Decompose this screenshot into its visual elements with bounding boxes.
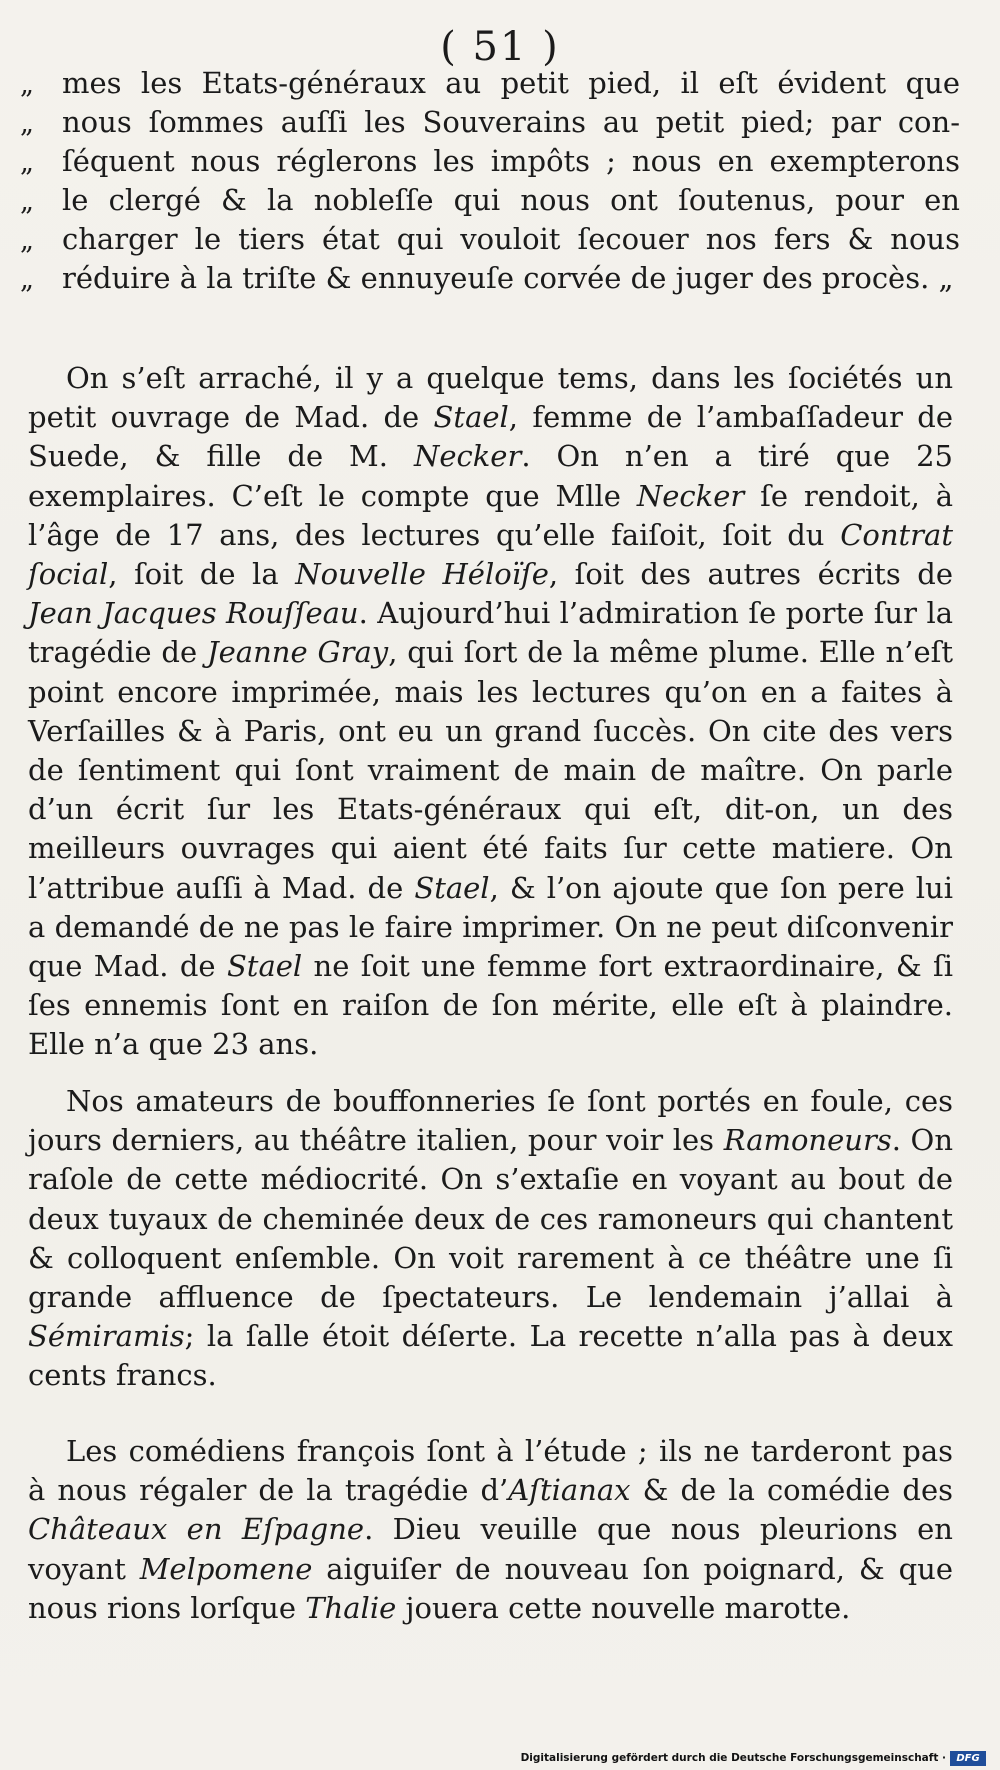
italic-text: Ramoneurs xyxy=(723,1123,892,1158)
italic-text: Aſtianax xyxy=(508,1473,631,1508)
quote-line-text: le clergé & la nobleſſe qui nous ont ſoutenus, pour en xyxy=(62,183,960,217)
text-run: . On n’en a tiré que 25 exemplaires. C’eſt le compte que Mlle xyxy=(28,439,954,513)
dfg-logo-icon: DFG xyxy=(950,1751,986,1766)
quote-mark: „ xyxy=(20,69,34,100)
italic-text: Necker xyxy=(413,439,522,474)
text-run: On s’eſt arraché, il y a quelque tems, dans les ſociétés un petit ouvrage de Mad. de xyxy=(28,361,953,435)
text-run: ; la ſalle étoit déſerte. La recette n’alla pas à deux cents francs. xyxy=(28,1319,953,1393)
quote-line xyxy=(20,103,960,142)
text-run: ne ſoit une femme fort extraordinaire, & ſi ſes ennemis ſont en raiſon de ſon mérite, elle eſt à plaindre. Elle n’a que 23 ans. xyxy=(28,949,953,1062)
italic-text: Nouvelle Héloïſe xyxy=(295,557,549,592)
text-run: . Aujourd’hui l’admiration ſe porte ſur la tragédie de xyxy=(28,596,954,670)
quote-mark: „ xyxy=(20,147,34,178)
italic-text: Jeanne Gray xyxy=(207,635,389,670)
italic-text: Contrat ſocial xyxy=(28,517,953,592)
quoted-passage xyxy=(20,64,960,298)
quote-line xyxy=(20,259,960,298)
italic-text: Châteaux en Eſpagne xyxy=(28,1512,365,1547)
text-run: jouera cette nouvelle marotte. xyxy=(396,1590,851,1625)
text-run: & de la comédie des xyxy=(630,1473,953,1508)
paragraph-ramoneurs xyxy=(28,1082,953,1396)
quote-line xyxy=(20,142,960,181)
text-run: Les comédiens françois ſont à l’étude ; ils ne tarderont pas à nous régaler de la tragédie d’ xyxy=(28,1434,953,1508)
text-run: , femme de l’ambaſſadeur de Suede, & fille de M. xyxy=(28,400,953,474)
paragraph-stael xyxy=(28,359,953,1065)
text-run: Nos amateurs de bouffonneries ſe ſont portés en foule, ces jours derniers, au théâtre italien, pour voir les xyxy=(28,1084,953,1158)
text-run: , ſoit des autres écrits de xyxy=(548,557,953,592)
digitization-credit: Digitalisierung gefördert durch die Deutsche Forschungsgemeinschaft · xyxy=(520,1752,946,1764)
text-run: , qui ſort de la même plume. Elle n’eſt point encore imprimée, mais les lectures qu’on en a faites à Verſailles & à Paris, ont eu un grand ſuccès. On cite des vers de ſentiment qui ſont vraiment de main de maître. On parle d’un écrit ſur les Etats-généraux qui eſt, dit-on, un des meilleurs ouvrages qui aient été faits ſur cette matiere. On l’attribue auſſi à Mad. de xyxy=(28,635,954,905)
text-run: ſe rendoit, à l’âge de 17 ans, des lectures qu’elle faiſoit, ſoit du xyxy=(28,478,953,552)
quote-line-text: charger le tiers état qui vouloit ſecouer nos fers & nous xyxy=(62,222,960,256)
italic-text: Stael xyxy=(226,949,303,984)
page-number: ( 51 ) xyxy=(440,24,560,70)
text-run: aiguiſer de nouveau ſon poignard, & que nous rions lorſque xyxy=(28,1551,953,1625)
quote-mark: „ xyxy=(20,108,34,139)
paragraph-comediens xyxy=(28,1432,953,1628)
text-run: , ſoit de la xyxy=(108,557,296,592)
italic-text: Necker xyxy=(636,478,745,513)
text-run: . On raſole de cette médiocrité. On s’extaſie en voyant au bout de deux tuyaux de cheminée deux de ces ramoneurs qui chantent & colloquent enſemble. On voit rarement à ce théâtre une ſi grande affluence de ſpectateurs. Le lendemain j’allai à xyxy=(28,1123,954,1315)
quote-mark: „ xyxy=(20,225,34,256)
italic-text: Stael xyxy=(414,870,490,905)
quote-line xyxy=(20,64,960,103)
text-run: , & l’on ajoute que ſon pere lui a demandé de ne pas le faire imprimer. On ne peut diſconvenir que Mad. de xyxy=(28,870,953,984)
quote-mark: „ xyxy=(20,186,34,217)
italic-text: Thalie xyxy=(305,1590,397,1625)
italic-text: Sémiramis xyxy=(28,1319,185,1354)
italic-text: Jean Jacques Rouſſeau xyxy=(28,596,359,631)
quote-line-text: mes les Etats-généraux au petit pied, il eſt évident que xyxy=(62,66,960,100)
quote-line-text: ſéquent nous réglerons les impôts ; nous en exempterons xyxy=(62,144,960,178)
text-run: . Dieu veuille que nous pleurions en voyant xyxy=(28,1512,953,1586)
italic-text: Melpomene xyxy=(139,1551,313,1586)
quote-mark: „ xyxy=(20,264,34,295)
quote-line xyxy=(20,220,960,259)
quote-line-text: nous ſommes auſſi les Souverains au petit pied; par con- xyxy=(62,105,960,139)
quote-line-text: réduire à la triſte & ennuyeuſe corvée de juger des procès. „ xyxy=(62,261,954,295)
italic-text: Stael xyxy=(433,400,509,435)
quote-line xyxy=(20,181,960,220)
